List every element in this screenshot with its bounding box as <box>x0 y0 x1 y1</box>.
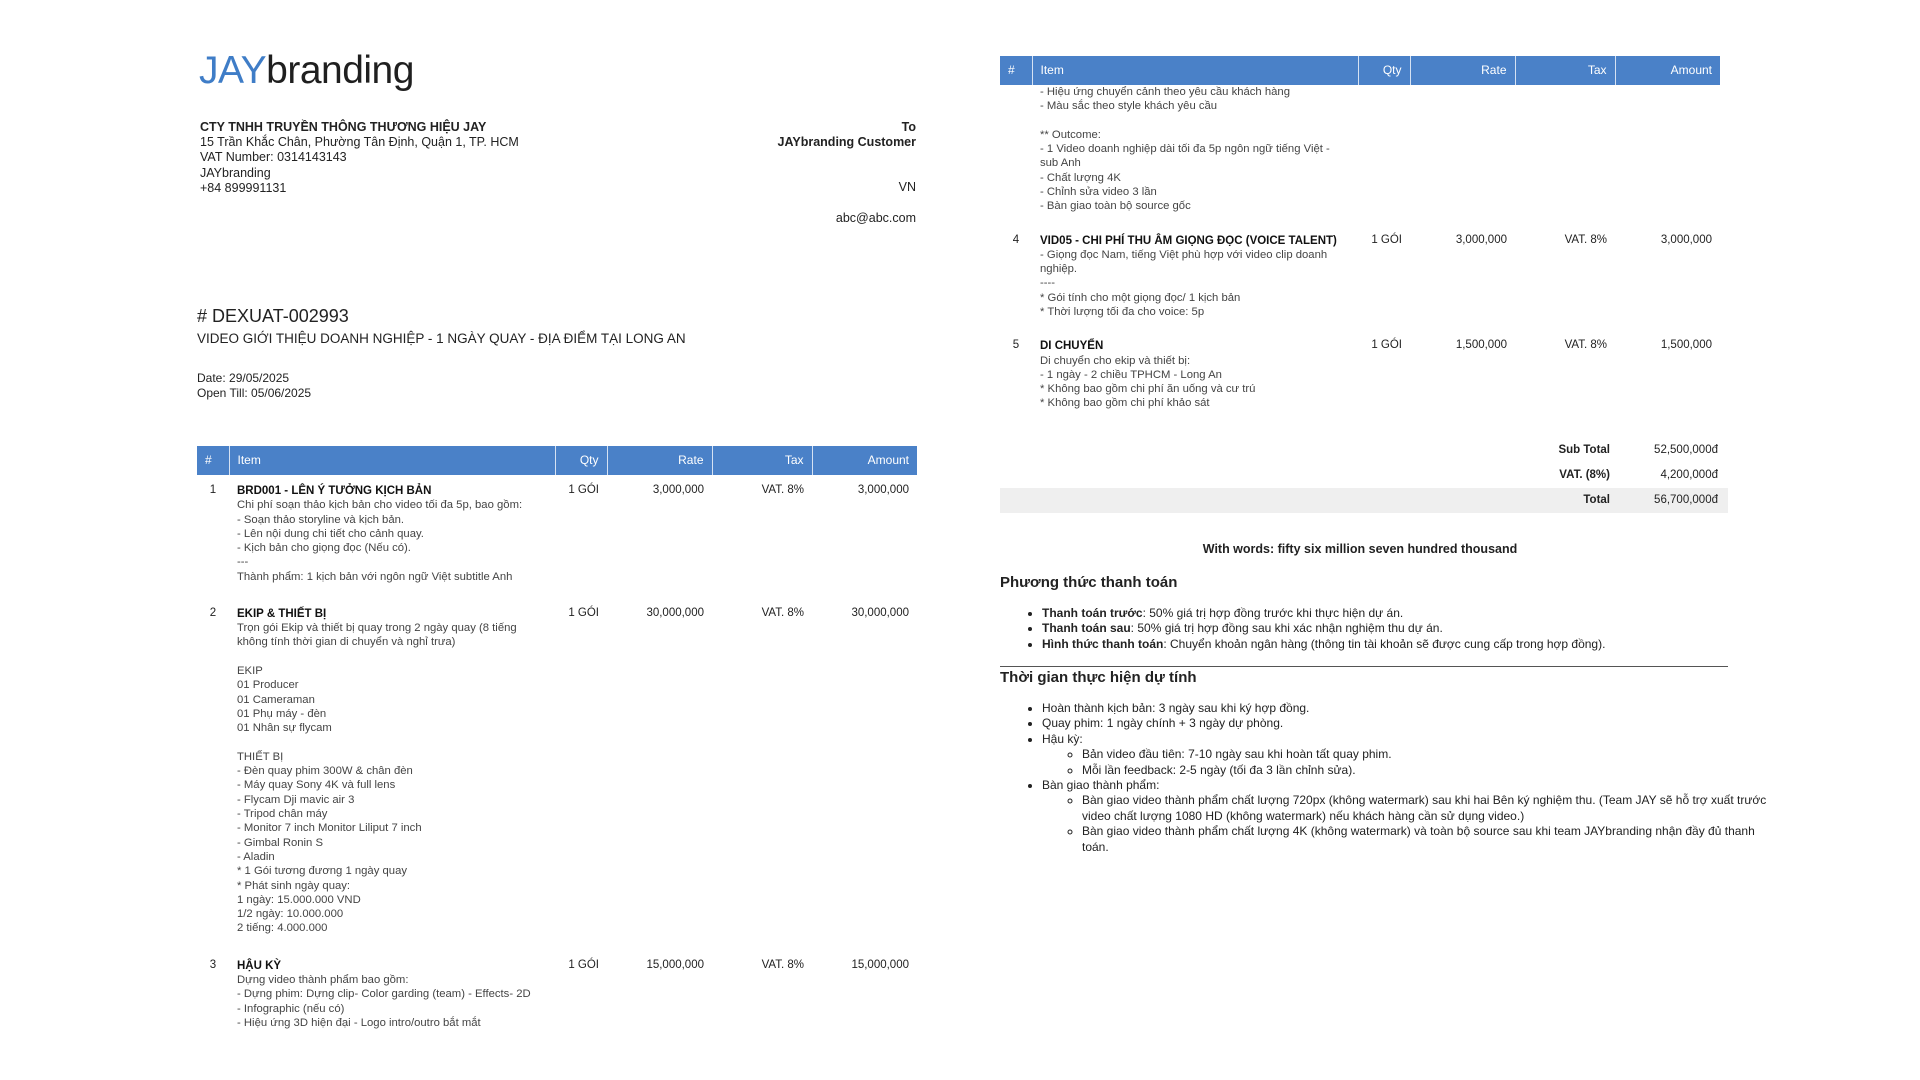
vat-row <box>1000 463 1728 488</box>
item-amount <box>1615 85 1720 228</box>
item-rate: 30,000,000 <box>646 606 704 619</box>
item-title: DI CHUYỂN <box>1040 340 1104 353</box>
vat-value: 4,200,000đ <box>1660 469 1718 481</box>
logo-text-branding: branding <box>266 49 414 92</box>
total-row <box>1000 488 1728 513</box>
vat-label: VAT. (8%) <box>1559 469 1610 481</box>
item-rate: 15,000,000 <box>646 958 704 971</box>
col-header-rate: Rate <box>1410 56 1515 85</box>
row-number: 4 <box>1012 233 1020 246</box>
payment-text: : Chuyển khoản ngân hàng (thông tin tài khoản sẽ được cung cấp trong hợp đồng). <box>1163 636 1606 651</box>
payment-list <box>1000 606 1767 652</box>
delivery-label: Bàn giao thành phẩm: <box>1042 778 1160 793</box>
item-qty: 1 GÓI <box>1371 339 1402 352</box>
delivery-sublist <box>1042 793 1767 855</box>
item-cell <box>229 598 555 950</box>
table-row <box>197 598 917 950</box>
section-divider <box>1000 666 1728 667</box>
col-header-amount: Amount <box>1615 56 1720 85</box>
item-qty: 1 GÓI <box>568 958 599 971</box>
item-description: Trọn gói Ekip và thiết bị quay trong 2 ngày quay (8 tiếng không tính thời gian di chuyển và nghỉ trưa) EKIP 01 Producer 01 Cameraman 01 Phụ máy - đèn 01 Nhân sự flycam THIẾT BỊ - Đèn quay phim 300W & chân đèn - Máy quay Sony 4K và full lens - Flycam Dji mavic air 3 - Tripod chân máy - Monitor 7 inch Monitor Liliput 7 inch - Gimbal Ronin S - Aladin * 1 Gói tương đương 1 ngày quay * Phát sinh ngày quay: 1 ngày: 15.000.000 VND 1/2 ngày: 10.000.000 2 tiếng: 4.000.000 <box>237 622 517 935</box>
item-tax: VAT. 8% <box>1564 339 1607 352</box>
customer-name: JAYbranding Customer <box>777 135 916 150</box>
timeline-list <box>1000 701 1767 855</box>
table-header-row <box>1000 56 1720 85</box>
item-qty: 1 GÓI <box>1371 233 1402 246</box>
item-amount: 3,000,000 <box>1660 233 1712 246</box>
post-label: Hậu kỳ: <box>1042 731 1083 746</box>
document-subject: VIDEO GIỚI THIỆU DOANH NGHIỆP - 1 NGÀY QUAY - ĐỊA ĐIỂM TẠI LONG AN <box>197 331 686 346</box>
sub-list-item: ◦ Mỗi lần feedback: 2-5 ngày (tối đa 3 lần chỉnh sửa). <box>1082 763 1767 778</box>
total-value: 56,700,000đ <box>1654 494 1718 506</box>
sub-list-item: ◦ Bàn giao video thành phẩm chất lượng 720px (không watermark) sau khi hai Bên ký nghiệm thu. (Team JAY sẽ hỗ trợ xuất trước video chất lượng 1080 HD (không watermark) nếu khách hàng cần sử dụng video.) <box>1082 793 1767 824</box>
item-rate: 3,000,000 <box>652 484 704 496</box>
payment-heading: Phương thức thanh toán <box>1000 574 1178 591</box>
item-qty: 1 GÓI <box>568 606 599 619</box>
item-amount: 15,000,000 <box>851 958 909 971</box>
item-cell <box>229 475 555 598</box>
customer-country: VN <box>898 180 916 195</box>
sub-list-item: ◦ Bản video đầu tiên: 7-10 ngày sau khi hoàn tất quay phim. <box>1082 747 1767 762</box>
subtotal-row <box>1000 438 1728 463</box>
list-item <box>1042 637 1767 652</box>
item-rate: 3,000,000 <box>1455 233 1507 246</box>
table-header-row <box>197 446 917 475</box>
item-description: - Giọng đọc Nam, tiếng Việt phù hợp với video clip doanh nghiệp. ---- * Gói tính cho một giọng đọc/ 1 kịch bản * Thời lượng tối đa cho voice: 5p <box>1040 248 1328 319</box>
company-phone: +84 899991131 <box>200 180 287 195</box>
list-item <box>1042 621 1767 636</box>
list-item <box>1042 732 1767 778</box>
table-row <box>1000 333 1720 424</box>
col-header-num: # <box>1000 56 1032 85</box>
row-number: 5 <box>1012 339 1020 352</box>
item-amount: 1,500,000 <box>1660 339 1712 352</box>
company-vat: VAT Number: 0314143143 <box>200 150 347 165</box>
item-cell <box>1032 333 1358 424</box>
col-header-qty: Qty <box>555 446 607 475</box>
col-header-item: Item <box>1032 56 1358 85</box>
payment-label: Thanh toán sau <box>1042 621 1131 636</box>
list-item: • Hoàn thành kịch bản: 3 ngày sau khi ký hợp đồng. <box>1042 701 1767 716</box>
col-header-qty: Qty <box>1358 56 1410 85</box>
sub-list-item: ◦ Bàn giao video thành phẩm chất lượng 4K (không watermark) và toàn bộ source sau khi team JAYbranding nhận đầy đủ thanh toán. <box>1082 824 1767 855</box>
company-info <box>200 120 519 196</box>
subtotal-label: Sub Total <box>1558 444 1610 456</box>
item-title: EKIP & THIẾT BỊ <box>237 607 327 620</box>
item-title: BRD001 - LÊN Ý TƯỞNG KỊCH BẢN <box>237 485 432 497</box>
row-number <box>1000 85 1032 228</box>
customer-email: abc@abc.com <box>835 210 916 225</box>
company-name: CTY TNHH TRUYỀN THÔNG THƯƠNG HIỆU JAY <box>200 120 487 134</box>
row-number: 3 <box>209 958 217 971</box>
table-row <box>197 950 917 1044</box>
item-tax: VAT. 8% <box>1564 233 1607 246</box>
item-qty <box>1358 85 1410 228</box>
amount-in-words: With words: fifty six million seven hundred thousand <box>1202 542 1518 556</box>
timeline-heading: Thời gian thực hiện dự tính <box>1000 669 1197 686</box>
items-table <box>197 446 917 1044</box>
list-item: • Quay phim: 1 ngày chính + 3 ngày dự phòng. <box>1042 716 1767 731</box>
item-cell <box>1032 228 1358 334</box>
item-description: Dựng video thành phẩm bao gồm: - Dựng phim: Dựng clip- Color garding (team) - Effects- 2D - Infographic (nếu có) - Hiệu ứng 3D hiện đại - Logo intro/outro bắt mắt <box>237 973 531 1029</box>
item-tax <box>1515 85 1615 228</box>
logo-text-jay: JAY <box>199 49 267 92</box>
col-header-tax: Tax <box>1515 56 1615 85</box>
item-title: HẬU KỲ <box>237 959 282 972</box>
list-item <box>1042 778 1767 855</box>
document-dates <box>197 371 311 401</box>
company-brand: JAYbranding <box>200 165 271 180</box>
item-tax: VAT. 8% <box>761 484 804 496</box>
item-description: Chi phí soạn thảo kịch bản cho video tối đa 5p, bao gồm: - Soạn thảo storyline và kịch bản. - Lên nội dung chi tiết cho cảnh quay. - Kịch bản cho giọng đọc (Nếu có). --- Thành phẩm: 1 kịch bản với ngôn ngữ Việt subtitle Anh <box>237 499 523 583</box>
item-description: - Hiệu ứng chuyển cảnh theo yêu cầu khách hàng - Màu sắc theo style khách yêu cầu ** Outcome: - 1 Video doanh nghiệp dài tối đa 5p ngôn ngữ tiếng Việt - sub Anh - Chất lượng 4K - Chỉnh sửa video 3 lần - Bàn giao toàn bộ source gốc <box>1040 86 1330 213</box>
table-row <box>197 475 917 598</box>
item-description: Di chuyển cho ekip và thiết bị: - 1 ngày - 2 chiều TPHCM - Long An * Không bao gồm chi phí ăn uống và cư trú * Không bao gồm chi phí khảo sát <box>1040 354 1256 410</box>
company-logo <box>199 48 414 95</box>
post-sublist <box>1042 747 1767 778</box>
item-cell <box>1032 85 1358 228</box>
item-tax: VAT. 8% <box>761 606 804 619</box>
payment-label: Hình thức thanh toán <box>1042 636 1164 651</box>
company-address: 15 Trần Khắc Chân, Phường Tân Định, Quận 1, TP. HCM <box>200 135 519 150</box>
document-number: # DEXUAT-002993 <box>197 306 349 326</box>
table-row <box>1000 228 1720 334</box>
item-tax: VAT. 8% <box>761 958 804 971</box>
items-table-continued <box>1000 56 1720 425</box>
payment-label: Thanh toán trước <box>1042 606 1143 620</box>
payment-text: : 50% giá trị hợp đồng sau khi xác nhận nghiệm thu dự án. <box>1130 621 1443 636</box>
totals-block <box>1000 438 1728 513</box>
total-label: Total <box>1583 494 1610 506</box>
item-title: VID05 - CHI PHÍ THU ÂM GIỌNG ĐỌC (VOICE TALENT) <box>1040 234 1337 247</box>
to-label: To <box>901 120 916 134</box>
document-date: Date: 29/05/2025 <box>197 371 290 385</box>
item-amount: 3,000,000 <box>857 484 909 496</box>
item-rate <box>1410 85 1515 228</box>
row-number: 1 <box>209 484 217 496</box>
col-header-tax: Tax <box>712 446 812 475</box>
subtotal-value: 52,500,000đ <box>1654 444 1718 456</box>
item-cell <box>229 950 555 1044</box>
row-number: 2 <box>209 606 217 619</box>
item-amount: 30,000,000 <box>851 606 909 619</box>
col-header-amount: Amount <box>812 446 917 475</box>
document-open-till: Open Till: 05/06/2025 <box>197 386 312 400</box>
col-header-rate: Rate <box>607 446 712 475</box>
col-header-item: Item <box>229 446 555 475</box>
item-qty: 1 GÓI <box>568 484 599 496</box>
col-header-num: # <box>197 446 229 475</box>
list-item <box>1042 606 1767 621</box>
payment-text: : 50% giá trị hợp đồng trước khi thực hiện dự án. <box>1142 606 1404 620</box>
customer-info <box>720 120 916 226</box>
item-rate: 1,500,000 <box>1455 339 1507 352</box>
table-row <box>1000 85 1720 228</box>
